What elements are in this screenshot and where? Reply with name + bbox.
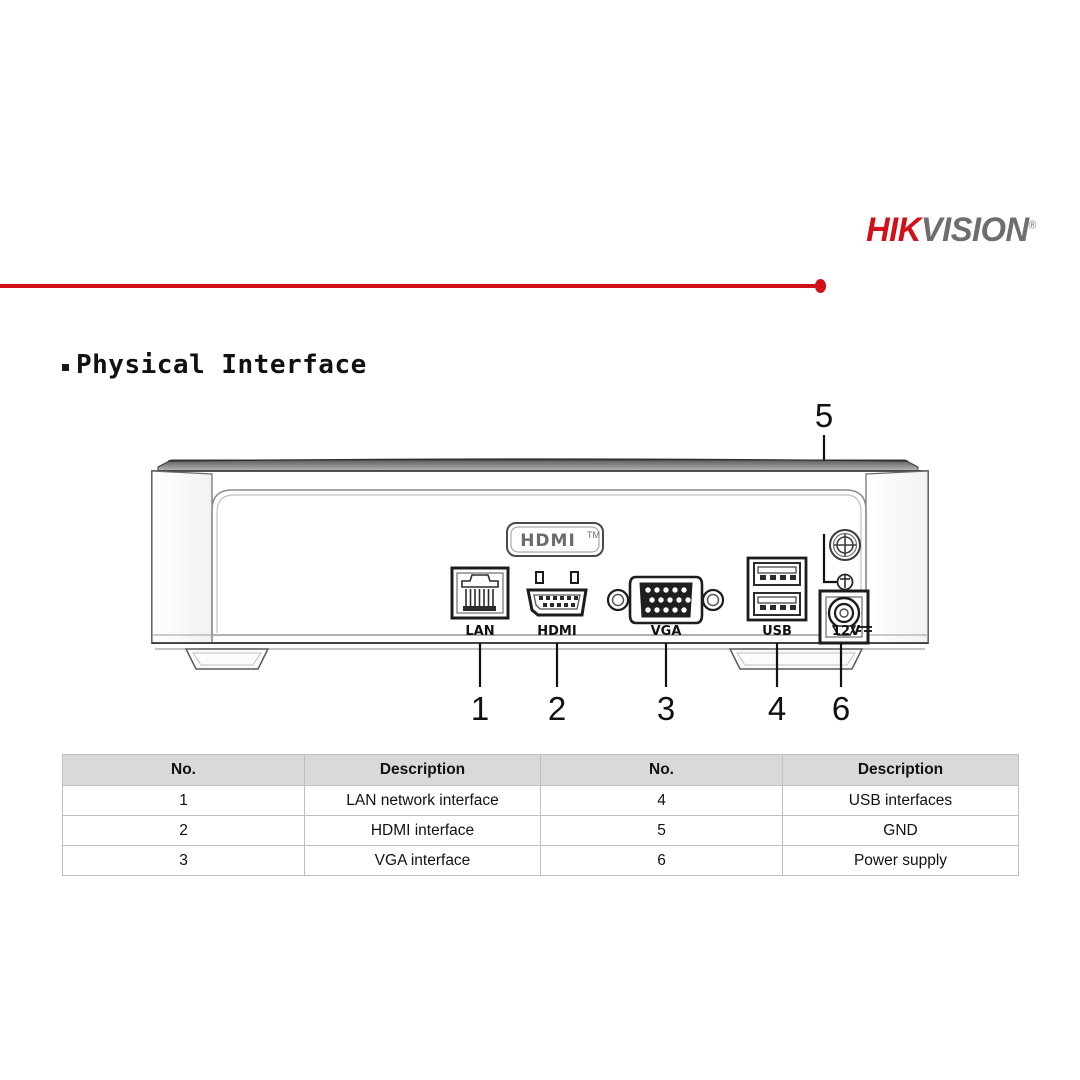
logo-text-hik: HIK [866, 211, 921, 249]
svg-text:TM: TM [587, 530, 600, 540]
table-cell-no: 5 [541, 816, 783, 846]
usb-port-label: USB [762, 624, 792, 639]
header-divider [0, 278, 838, 294]
page-title: Physical Interface [76, 350, 367, 380]
table-cell-desc: USB interfaces [783, 786, 1019, 816]
table-cell-no: 6 [541, 846, 783, 876]
hikvision-logo [866, 213, 1036, 247]
table-header-desc-right: Description [783, 755, 1019, 786]
callout-number-5: 5 [814, 397, 834, 434]
table-row [63, 816, 1019, 846]
gnd-screw [830, 530, 860, 560]
vga-screw-right [703, 590, 723, 610]
table-row [63, 846, 1019, 876]
table-cell-desc: Power supply [783, 846, 1019, 876]
callout-number-2: 2 [547, 690, 567, 727]
table-cell-desc: HDMI interface [305, 816, 541, 846]
table-header-desc-left: Description [305, 755, 541, 786]
callout-number-3: 3 [656, 690, 676, 727]
square-bullet-icon [62, 364, 69, 371]
lan-port-label: LAN [465, 624, 495, 639]
power-port-label: 12V [832, 624, 861, 639]
section-heading [62, 350, 367, 380]
table-cell-no: 2 [63, 816, 305, 846]
divider-line [0, 284, 822, 288]
table-header-no-left: No. [63, 755, 305, 786]
device-rear-panel-figure [0, 395, 1080, 740]
table-header-row [63, 755, 1019, 786]
table-row [63, 786, 1019, 816]
table-cell-desc: LAN network interface [305, 786, 541, 816]
table-cell-desc: GND [783, 816, 1019, 846]
callout-number-1: 1 [470, 690, 490, 727]
divider-dot-icon [815, 279, 826, 293]
callout-number-6: 6 [831, 690, 851, 727]
table-cell-no: 3 [63, 846, 305, 876]
table-cell-no: 4 [541, 786, 783, 816]
table-cell-desc: VGA interface [305, 846, 541, 876]
vga-port-label: VGA [650, 624, 682, 639]
vga-screw-left [608, 590, 628, 610]
registered-trademark-icon: ® [1028, 219, 1036, 232]
callout-number-4: 4 [767, 690, 787, 727]
lan-port [452, 568, 508, 618]
svg-text:HDMI: HDMI [520, 531, 576, 551]
interface-description-table [62, 754, 1019, 876]
logo-text-vision: VISION [920, 211, 1029, 249]
usb-ports [748, 558, 806, 620]
table-header-no-right: No. [541, 755, 783, 786]
table-cell-no: 1 [63, 786, 305, 816]
hdmi-port-label: HDMI [537, 624, 577, 639]
